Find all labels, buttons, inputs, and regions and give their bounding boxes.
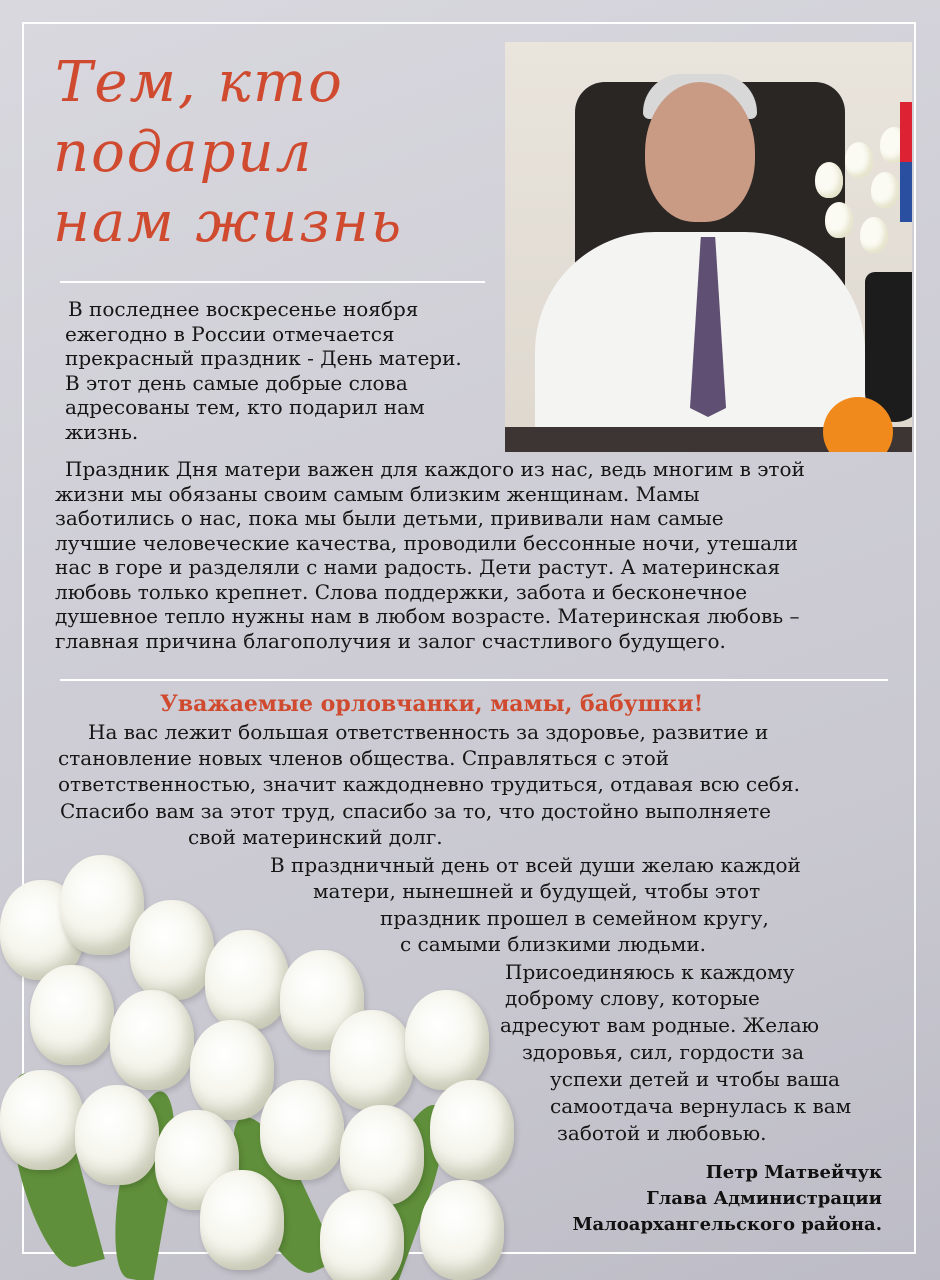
- intro-line: адресованы тем, кто подарил нам: [65, 395, 425, 419]
- address-line: Присоединяюсь к каждому: [505, 960, 795, 984]
- body-line: душевное тепло нужны нам в любом возрасте. Материнская любовь –: [55, 604, 800, 628]
- intro-line: ежегодно в России отмечается: [65, 321, 395, 346]
- section-divider: [60, 679, 888, 681]
- intro-line: В этот день самые добрые слова: [65, 370, 408, 395]
- address-line: праздник прошел в семейном кругу,: [380, 906, 769, 930]
- body-line: Праздник Дня матери важен для каждого из нас, ведь многим в этой: [65, 457, 805, 481]
- address-line: матери, нынешней и будущей, чтобы этот: [313, 879, 761, 903]
- address-line: На вас лежит большая ответственность за здоровье, развитие и: [88, 720, 769, 744]
- intro-line: прекрасный праздник - День матери.: [65, 346, 462, 370]
- body-line: нас в горе и разделяли с нами радость. Дети растут. А материнская: [55, 555, 781, 579]
- address-line: свой материнский долг.: [188, 825, 443, 849]
- greeting-heading: Уважаемые орловчанки, мамы, бабушки!: [160, 691, 704, 717]
- address-line: доброму слову, которые: [505, 986, 760, 1010]
- flag-icon: [900, 102, 912, 222]
- signature-position: Глава Администрации: [646, 1188, 882, 1209]
- title-divider: [60, 281, 485, 283]
- head-shape: [645, 82, 755, 222]
- body-line: жизни мы обязаны своим самым близким женщинам. Мамы: [55, 481, 700, 506]
- address-line: заботой и любовью.: [557, 1121, 767, 1145]
- body-line: лучшие человеческие качества, проводили бессонные ночи, утешали: [55, 530, 799, 555]
- address-line: самоотдача вернулась к вам: [550, 1094, 852, 1118]
- address-line: ответственностью, значит каждодневно трудиться, отдавая всю себя.: [58, 772, 800, 796]
- tulip-bouquet-icon: [805, 122, 912, 322]
- address-line: с самыми близкими людьми.: [400, 932, 707, 956]
- signature-district: Малоархангельского района.: [572, 1214, 882, 1235]
- body-line: любовь только крепнет. Слова поддержки, забота и бесконечное: [55, 579, 748, 604]
- headline: [55, 48, 475, 258]
- signature-name: Петр Матвейчук: [705, 1162, 882, 1183]
- body-paragraph: [55, 457, 895, 653]
- address-line: становление новых членов общества. Справляться с этой: [58, 746, 670, 770]
- headline-line-1: Тем, кто: [55, 50, 344, 115]
- headline-line-3: нам жизнь: [53, 190, 404, 255]
- portrait-photo: [505, 42, 912, 452]
- address-line: Спасибо вам за этот труд, спасибо за то, что достойно выполняете: [60, 799, 771, 823]
- address-line: здоровья, сил, гордости за: [522, 1040, 805, 1064]
- intro-line: жизнь.: [65, 419, 139, 444]
- address-line: В праздничный день от всей души желаю каждой: [270, 853, 801, 877]
- headline-line-2: подарил: [53, 120, 314, 185]
- intro-paragraph: [65, 297, 503, 444]
- intro-line: В последнее воскресенье ноября: [68, 297, 419, 321]
- body-line: главная причина благополучия и залог счастливого будущего.: [55, 628, 726, 653]
- signature-block: [573, 1160, 882, 1238]
- body-line: заботились о нас, пока мы были детьми, прививали нам самые: [55, 506, 724, 530]
- address-line: адресуют вам родные. Желаю: [500, 1013, 820, 1037]
- address-line: успехи детей и чтобы ваша: [550, 1067, 840, 1091]
